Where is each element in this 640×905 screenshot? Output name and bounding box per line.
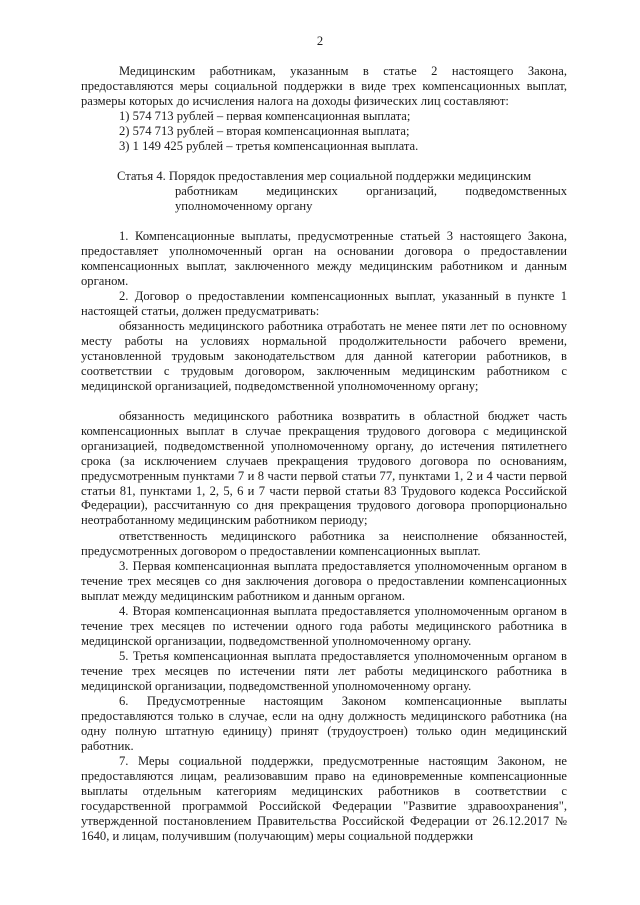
page-number: 2 (316, 34, 324, 48)
intro-item-3: 3) 1 149 425 рублей – третья компенсационная выплата. (119, 139, 419, 153)
clause-2: 2. Договор о предоставлении компенсационных выплат, указанный в пункте 1 настоящей статьи, должен предусматривать: (81, 289, 567, 318)
intro-paragraph: Медицинским работникам, указанным в статье 2 настоящего Закона, предоставляются меры социальной поддержки в виде трех компенсационных выплат, размеры которых до исчисления налога на доходы физических лиц составляют: (81, 64, 567, 108)
clause-2-obligation-work: обязанность медицинского работника отработать не менее пяти лет по основному месту работы на условиях нормальной продолжительности рабочего времени, установленной трудовым законодательством для данной категории работников, в соответствии с трудовым договором, заключенным медицинским работником с медицинской организацией, подведомственной уполномоченному органу; (81, 319, 567, 393)
intro-item-1: 1) 574 713 рублей – первая компенсационная выплата; (119, 109, 411, 123)
article-4-heading-cont-1: работникам медицинских организаций, подведомственных (175, 184, 567, 198)
clause-3: 3. Первая компенсационная выплата предоставляется уполномоченным органом в течение трех месяцев со дня заключения договора о предоставлении компенсационных выплат между медицинским работником и данным органом. (81, 559, 567, 603)
clause-1: 1. Компенсационные выплаты, предусмотренные статьей 3 настоящего Закона, предоставляет уполномоченный орган на основании договора о предоставлении компенсационных выплат, заключенного между медицинским работником и данным органом. (81, 229, 567, 288)
article-4-heading-cont-2: уполномоченному органу (175, 199, 313, 213)
clause-5: 5. Третья компенсационная выплата предоставляется уполномоченным органом в течение трех месяцев по истечении пяти лет работы медицинского работника в медицинской организации, подведомственной уполномоченному органу. (81, 649, 567, 693)
article-4-heading: Статья 4. Порядок предоставления мер социальной поддержки медицинским (117, 169, 532, 183)
intro-item-2: 2) 574 713 рублей – вторая компенсационная выплата; (119, 124, 410, 138)
clause-2-obligation-refund: обязанность медицинского работника возвратить в областной бюджет часть компенсационных выплат в случае прекращения трудового договора с медицинской организацией, подведомственной уполномоченному органу, до истечения пятилетнего срока (за исключением случаев прекращения трудового договора по основаниям, предусмотренным пунктами 7 и 8 части первой статьи 77, пунктами 1, 2 и 4 части первой статьи 81, пунктами 1, 2, 5, 6 и 7 части первой статьи 83 Трудового кодекса Российской Федерации), рассчитанную со дня прекращения трудового договора пропорционально неотработанному медицинским работником периоду; (81, 409, 567, 528)
clause-7: 7. Меры социальной поддержки, предусмотренные настоящим Законом, не предоставляются лицам, реализовавшим право на единовременные компенсационные выплаты отдельным категориям медицинских работников в соответствии с государственной программой Российской Федерации "Развитие здравоохранения", утвержденной постановлением Правительства Российской Федерации от 26.12.2017 № 1640, и лицам, получившим (получающим) меры социальной поддержки (81, 754, 567, 843)
clause-2-liability: ответственность медицинского работника за неисполнение обязанностей, предусмотренных договором о предоставлении компенсационных выплат. (81, 529, 567, 558)
clause-4: 4. Вторая компенсационная выплата предоставляется уполномоченным органом в течение трех месяцев по истечении одного года работы медицинского работника в медицинской организации, подведомственной уполномоченному органу. (81, 604, 567, 648)
clause-6: 6. Предусмотренные настоящим Законом компенсационные выплаты предоставляются только в случае, если на одну должность медицинского работника (на одну полную штатную единицу) принят (трудоустроен) только один медицинский работник. (81, 694, 567, 753)
